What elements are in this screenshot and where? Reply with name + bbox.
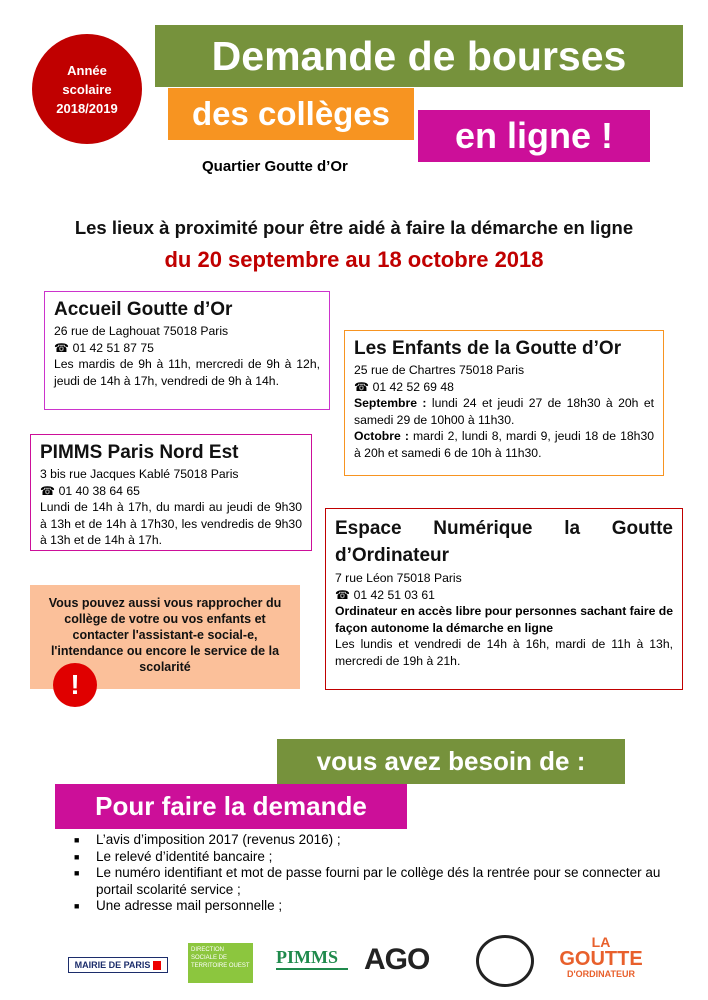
place-pimms (30, 434, 312, 551)
place-name: Espace Numérique la Goutte d’Ordinateur (335, 518, 673, 566)
place-hours-september (354, 395, 654, 428)
goutte-ordinateur-logo: LA GOUTTE D'ORDINATEUR (559, 934, 643, 979)
badge-line-2: scolaire (62, 81, 112, 97)
subtitle: Quartier Goutte d’Or (202, 158, 348, 175)
title-line-1: Demande de bourses (155, 25, 683, 87)
september-text: lundi 24 et jeudi 27 de 18h30 à 20h et samedi 29 de 10h00 à 11h30. (354, 396, 654, 427)
place-hours: Les lundis et vendredi de 14h à 16h, mardi de 11h à 13h, mercredi de 19h à 21h. (335, 637, 673, 668)
place-name: PIMMS Paris Nord Est (40, 442, 239, 463)
mairie-de-paris-logo: MAIRIE DE PARIS (68, 957, 168, 973)
place-address: 7 rue Léon 75018 Paris (335, 571, 462, 585)
partner-logos (58, 935, 658, 990)
place-hours: Les mardis de 9h à 11h, mercredi de 9h à 12h, jeudi de 14h à 17h, vendredi de 9h à 14h. (54, 357, 320, 388)
list-item: ■ L’avis d’imposition 2017 (revenus 2016) ; (74, 832, 664, 849)
ago-logo: AGO (364, 943, 430, 976)
intro-text: Les lieux à proximité pour être aidé à faire la démarche en ligne (74, 217, 634, 238)
dates-text: du 20 septembre au 18 octobre 2018 (164, 247, 544, 272)
needs-header: vous avez besoin de : (277, 739, 625, 784)
title-line-3: en ligne ! (418, 110, 650, 162)
place-phone: ☎ 01 42 52 69 48 (354, 379, 454, 394)
title-line-2: des collèges (168, 88, 414, 140)
place-hours: Lundi de 14h à 17h, du mardi au jeudi de 9h30 à 13h et de 14h à 17h30, les vendredis de 9h30 à 13h et de 14h à 17h. (40, 500, 302, 547)
list-item: ■ Une adresse mail personnelle ; (74, 898, 664, 915)
place-phone: ☎ 01 42 51 03 61 (335, 587, 435, 602)
september-label: Septembre : (354, 396, 427, 410)
list-item: ■ Le relevé d’identité bancaire ; (74, 849, 664, 866)
list-item: ■ Le numéro identifiant et mot de passe fourni par le collège dés la rentrée pour se connecter au portail scolarité service ; (74, 865, 664, 898)
place-espace-numerique (325, 508, 683, 690)
alert-icon: ! (53, 663, 97, 707)
needs-list (74, 832, 664, 915)
place-enfants (344, 330, 664, 476)
october-text: mardi 2, lundi 8, mardi 9, jeudi 18 de 18h30 à 20h et samedi 6 de 10h à 11h30. (354, 429, 654, 460)
place-name: Accueil Goutte d’Or (54, 299, 233, 320)
place-address: 25 rue de Chartres 75018 Paris (354, 363, 525, 377)
pimms-logo: PIMMS (276, 947, 348, 974)
place-address: 26 rue de Laghouat 75018 Paris (54, 324, 229, 338)
place-accueil (44, 291, 330, 410)
place-phone: ☎ 01 42 51 87 75 (54, 340, 154, 355)
school-year-badge (32, 34, 142, 144)
place-note: Ordinateur en accès libre pour personnes sachant faire de façon autonome la démarche en ligne (335, 604, 673, 635)
badge-line-1: Année (67, 62, 107, 78)
place-name: Les Enfants de la Goutte d’Or (354, 338, 622, 359)
place-hours-october (354, 428, 654, 461)
place-address: 3 bis rue Jacques Kablé 75018 Paris (40, 467, 239, 481)
place-phone: ☎ 01 40 38 64 65 (40, 483, 140, 498)
october-label: Octobre : (354, 429, 409, 443)
needs-subheader: Pour faire la demande (55, 784, 407, 829)
dases-logo: DIRECTION SOCIALE DE TERRITOIRE OUEST (188, 943, 253, 983)
football-club-logo (476, 935, 534, 987)
college-contact-note: Vous pouvez aussi vous rapprocher du collège de votre ou vos enfants et contacter l'assistant-e social-e, l'intendance ou encore le service de la scolarité (30, 585, 300, 689)
badge-line-3: 2018/2019 (56, 100, 118, 116)
